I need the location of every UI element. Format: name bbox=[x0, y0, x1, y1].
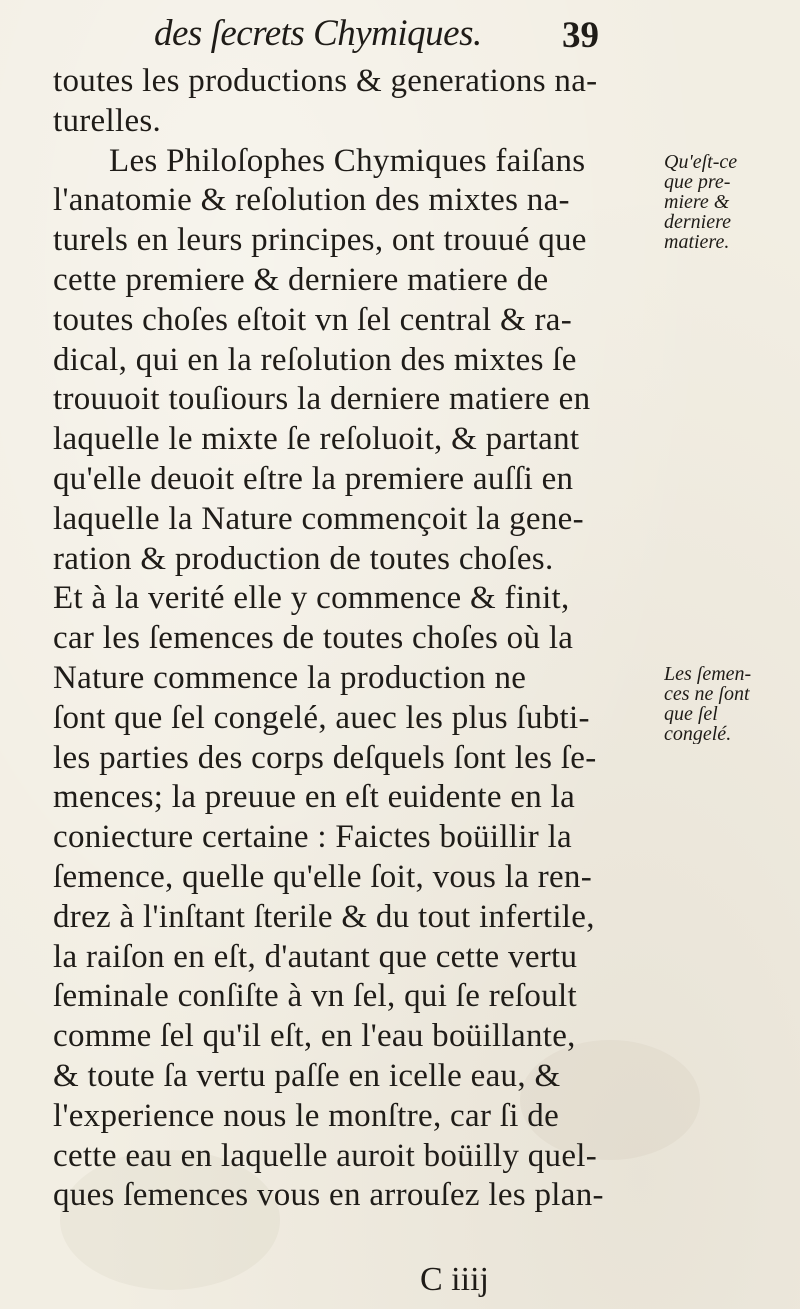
running-head: des ſecrets Chymiques. bbox=[154, 13, 482, 54]
margin-note-line: congelé. bbox=[664, 724, 732, 744]
text-line: qu'elle deuoit eſtre la premiere auſſi en bbox=[53, 460, 574, 497]
text-line: ration & production de toutes choſes. bbox=[53, 540, 554, 577]
page-header bbox=[150, 12, 650, 62]
margin-note-line: derniere bbox=[664, 212, 732, 232]
main-text-block bbox=[53, 62, 633, 1216]
margin-note-line: que ſel bbox=[664, 704, 718, 724]
text-line: cette premiere & derniere matiere de bbox=[53, 261, 549, 298]
margin-note-line: Les ſemen- bbox=[664, 664, 752, 684]
text-line: ſeminale conſiſte à vn ſel, qui ſe reſoult bbox=[53, 978, 577, 1015]
text-line: l'experience nous le monſtre, car ſi de bbox=[53, 1097, 560, 1134]
text-line: mences; la preuue en eſt euidente en la bbox=[53, 779, 576, 816]
text-line: ſont que ſel congelé, auec les plus ſubti- bbox=[53, 699, 590, 736]
margin-note-line: matiere. bbox=[664, 232, 730, 252]
margin-note-semences bbox=[664, 664, 800, 744]
text-line: comme ſel qu'il eſt, en l'eau boüillante, bbox=[53, 1018, 576, 1055]
text-line: turels en leurs principes, ont trouué que bbox=[53, 222, 587, 259]
text-line: dical, qui en la reſolution des mixtes ſe bbox=[53, 341, 577, 378]
margin-note-premiere-matiere bbox=[664, 152, 800, 252]
text-line: toutes les productions & generations na- bbox=[53, 63, 598, 99]
text-line: Nature commence la production ne bbox=[53, 659, 527, 696]
margin-note-line: miere & bbox=[664, 192, 730, 212]
text-line: car les ſemences de toutes choſes où la bbox=[53, 620, 574, 657]
text-line: & toute ſa vertu paſſe en icelle eau, & bbox=[53, 1057, 561, 1094]
page-number: 39 bbox=[562, 15, 599, 56]
text-line: toutes choſes eſtoit vn ſel central & ra- bbox=[53, 301, 573, 338]
margin-note-line: Qu'eſt-ce bbox=[664, 152, 738, 172]
signature-mark: C iiij bbox=[420, 1261, 489, 1298]
text-line: coniecture certaine : Faictes boüillir la bbox=[53, 819, 572, 856]
text-line: drez à l'inſtant ſterile & du tout infertile, bbox=[53, 898, 595, 935]
margin-note-line: ces ne ſont bbox=[664, 684, 750, 704]
text-line: les parties des corps deſquels ſont les ſe- bbox=[53, 739, 597, 776]
text-line: laquelle la Nature commençoit la gene- bbox=[53, 500, 584, 537]
text-line: Et à la verité elle y commence & finit, bbox=[53, 580, 570, 617]
text-line: cette eau en laquelle auroit boüilly quel- bbox=[53, 1137, 598, 1174]
text-line: ſemence, quelle qu'elle ſoit, vous la ren- bbox=[53, 858, 593, 895]
text-line: turelles. bbox=[53, 102, 162, 139]
margin-note-line: que pre- bbox=[664, 172, 731, 192]
text-line: laquelle le mixte ſe reſoluoit, & partant bbox=[53, 421, 580, 458]
text-line: ques ſemences vous en arrouſez les plan- bbox=[53, 1177, 604, 1214]
text-line: la raiſon en eſt, d'autant que cette vertu bbox=[53, 938, 578, 975]
text-line: l'anatomie & reſolution des mixtes na- bbox=[53, 182, 570, 219]
text-line: trouuoit touſiours la derniere matiere en bbox=[53, 381, 591, 418]
text-line: Les Philoſophes Chymiques faiſans bbox=[109, 142, 586, 179]
